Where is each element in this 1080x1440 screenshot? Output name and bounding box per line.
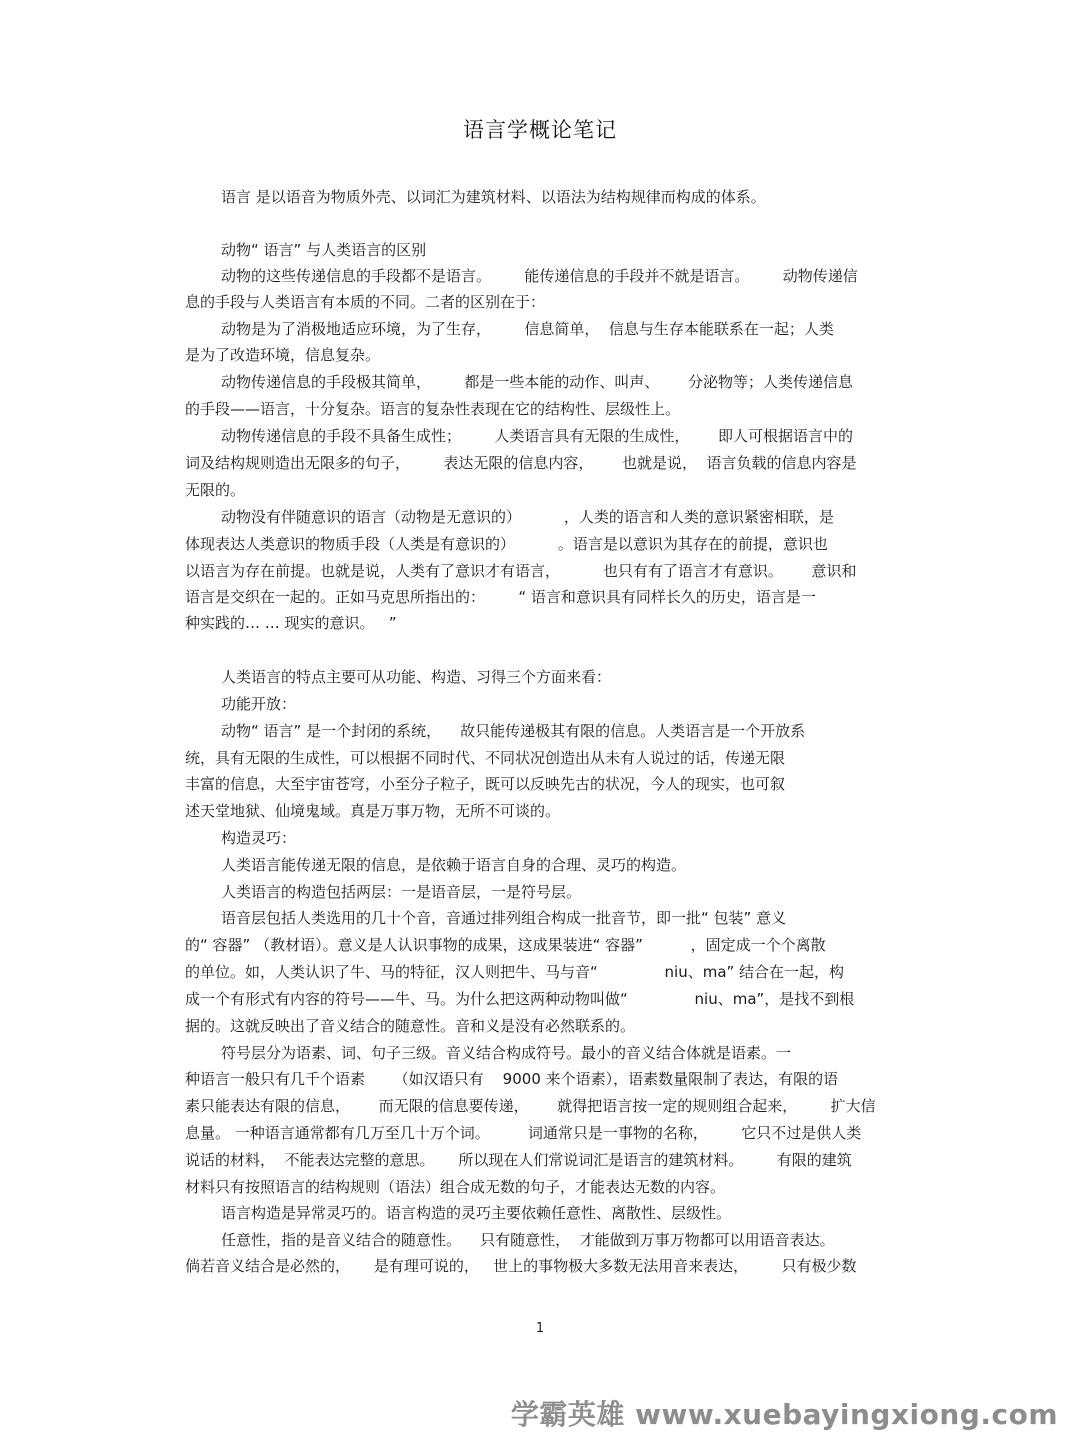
body-line: 种实践的… … 现实的意识。 ” bbox=[185, 614, 397, 632]
body-line: 语言是交织在一起的。正如马克思所指出的： “ 语言和意识具有同样长久的历史，语言是一 bbox=[185, 588, 816, 606]
body-line: 倘若音义结合是必然的， 是有理可说的， 世上的事物极大多数无法用音来表达， 只有极少数 bbox=[185, 1257, 857, 1275]
body-line: 语言构造是异常灵巧的。语言构造的灵巧主要依赖任意性、离散性、层级性。 bbox=[221, 1204, 732, 1222]
body-line: 动物传递信息的手段极其简单， 都是一些本能的动作、叫声、 分泌物等；人类传递信息 bbox=[221, 373, 853, 391]
body-line: 息量。 一种语言通常都有几万至几十万个词。 词通常只是一事物的名称， 它只不过是供人类 bbox=[185, 1124, 862, 1142]
body-line: 种语言一般只有几千个语素 （如汉语只有 9000 来个语素），语素数量限制了表达，有限的语 bbox=[185, 1070, 839, 1088]
body-line: 体现表达人类意识的物质手段（人类是有意识的） 。语言是以意识为其存在的前提，意识也 bbox=[185, 535, 828, 553]
body-line: 的手段——语言，十分复杂。语言的复杂性表现在它的结构性、层级性上。 bbox=[185, 400, 681, 418]
body-line: 的单位。如，人类认识了牛、马的特征，汉人则把牛、马与音“ niu、ma” 结合在一起，构 bbox=[185, 963, 845, 981]
body-line: 述天堂地狱、仙境鬼域。真是万事万物，无所不可谈的。 bbox=[185, 802, 561, 820]
body-line: 无限的。 bbox=[185, 481, 246, 499]
body-line: 动物传递信息的手段不具备生成性； 人类语言具有无限的生成性， 即人可根据语言中的 bbox=[221, 427, 853, 445]
body-line: 的“ 容器” （教材语）。意义是人认识事物的成果，这成果装进“ 容器” ，固定成一个个离散 bbox=[185, 936, 826, 954]
body-line: 人类语言的构造包括两层：一是语音层，一是符号层。 bbox=[221, 883, 582, 901]
body-line: 动物是为了消极地适应环境，为了生存， 信息简单， 信息与生存本能联系在一起；人类 bbox=[221, 320, 834, 338]
body-line: 成一个有形式有内容的符号——牛、马。为什么把这两种动物叫做“ niu、ma”，是找不到根 bbox=[185, 990, 855, 1008]
subsection-heading: 功能开放： bbox=[221, 695, 297, 713]
body-line: 人类语言能传递无限的信息，是依赖于语言自身的合理、灵巧的构造。 bbox=[221, 856, 687, 874]
page-number: 1 bbox=[535, 1321, 545, 1336]
body-line: 说话的材料， 不能表达完整的意思。 所以现在人们常说词汇是语言的建筑材料。 有限的建筑 bbox=[185, 1151, 852, 1169]
body-line: 素只能表达有限的信息， 而无限的信息要传递， 就得把语言按一定的规则组合起来， 扩大信 bbox=[185, 1097, 876, 1115]
body-line: 统，具有无限的生成性，可以根据不同时代、不同状况创造出从未有人说过的话，传递无限 bbox=[185, 749, 786, 767]
body-line: 符号层分为语素、词、句子三级。音义结合构成符号。最小的音义结合体就是语素。一 bbox=[221, 1044, 792, 1062]
body-line: 丰富的信息，大至宇宙苍穹，小至分子粒子，既可以反映先古的状况，今人的现实，也可叙 bbox=[185, 775, 786, 793]
body-line: 语音层包括人类选用的几十个音，音通过排列组合构成一批音节，即一批“ 包装” 意义 bbox=[221, 909, 787, 927]
body-line: 动物的这些传递信息的手段都不是语言。 能传递信息的手段并不就是语言。 动物传递信 bbox=[221, 267, 858, 285]
body-line: 动物“ 语言” 是一个封闭的系统， 故只能传递极其有限的信息。人类语言是一个开放系 bbox=[221, 722, 806, 740]
section-heading: 人类语言的特点主要可从功能、构造、习得三个方面来看： bbox=[221, 668, 612, 686]
subsection-heading: 构造灵巧： bbox=[221, 829, 297, 847]
body-line: 动物没有伴随意识的语言（动物是无意识的） ，人类的语言和人类的意识紧密相联，是 bbox=[221, 508, 834, 526]
body-line: 据的。这就反映出了音义结合的随意性。音和义是没有必然联系的。 bbox=[185, 1017, 636, 1035]
section-heading: 动物“ 语言” 与人类语言的区别 bbox=[221, 241, 427, 259]
body-line: 语言 是以语音为物质外壳、以词汇为建筑材料、以语法为结构规律而构成的体系。 bbox=[221, 188, 766, 206]
body-line: 材料只有按照语言的结构规则（语法）组合成无数的句子，才能表达无数的内容。 bbox=[185, 1178, 726, 1196]
body-line: 词及结构规则造出无限多的句子， 表达无限的信息内容， 也就是说， 语言负载的信息内容是 bbox=[185, 454, 857, 472]
body-line: 以语言为存在前提。也就是说，人类有了意识才有语言， 也只有有了语言才有意识。 意识和 bbox=[185, 562, 857, 580]
site-watermark: 学霸英雄 www.xuebayingxiong.com bbox=[510, 1398, 1058, 1431]
body-line: 任意性，指的是音义结合的随意性。 只有随意性， 才能做到万事万物都可以用语音表达。 bbox=[221, 1231, 835, 1249]
document-title: 语言学概论笔记 bbox=[463, 118, 617, 142]
body-line: 息的手段与人类语言有本质的不同。二者的区别在于： bbox=[185, 293, 546, 311]
body-line: 是为了改造环境，信息复杂。 bbox=[185, 346, 381, 364]
